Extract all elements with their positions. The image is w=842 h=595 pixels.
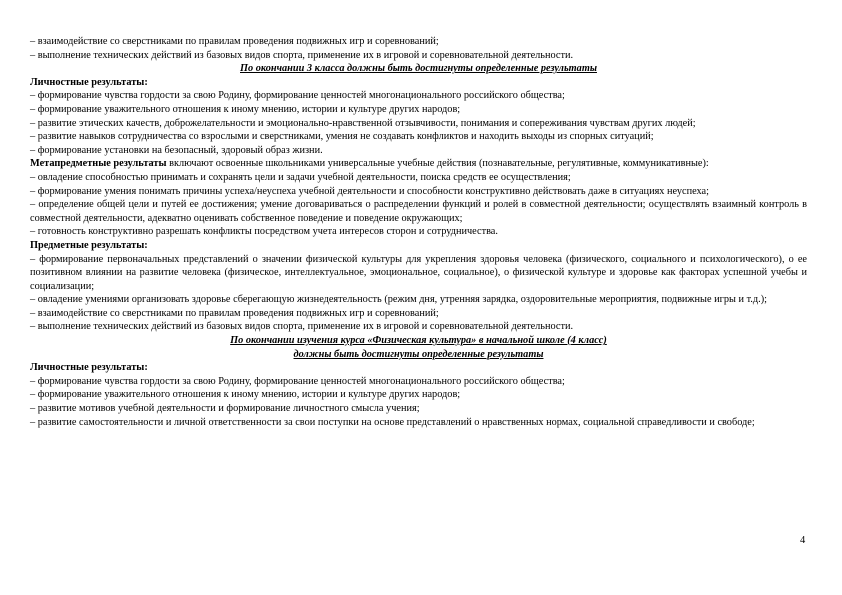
personal-results-heading-2: Личностные результаты: <box>30 362 148 374</box>
text-line: – развитие навыков сотрудничества со взрослыми и сверстниками, умения не создавать конфликтов и находить выходы из спорных ситуаций; <box>30 131 654 143</box>
text-line: – формирование уважительного отношения к иному мнению, истории и культуре других народов; <box>30 103 461 115</box>
text-line: – выполнение технических действий из базовых видов спорта, применение их в игровой и соревновательной деятельности. <box>30 49 574 61</box>
metasubject-text: включают освоенные школьниками универсальные учебные действия (познавательные, регулятивные, коммуникативные): <box>166 158 709 170</box>
text-line: – формирование умения понимать причины успеха/неуспеха учебной деятельности и способности конструктивно действовать даже в ситуациях неуспеха; <box>30 185 709 197</box>
metasubject-heading: Метапредметные результаты <box>30 158 167 170</box>
section-heading-grade-4-line2: должны быть достигнуты определенные результаты <box>293 348 544 360</box>
text-line: – овладение способностью принимать и сохранять цели и задачи учебной деятельности, поиска средств ее осуществления; <box>30 171 571 183</box>
text-line: – формирование чувства гордости за свою Родину, формирование ценностей многонационального российского общества; <box>30 375 565 387</box>
text-line: – формирование первоначальных представлений о значении физической культуры для укрепления здоровья человека (физического, социального и психологического), о ее позитивном влиянии на развитие человека (физическое, интеллектуальное, эмоциональное, социальное), о физической культуре и здоровье как факторах успешной учебы и социализации; <box>30 253 807 292</box>
page-number: 4 <box>800 535 806 546</box>
text-line: – развитие этических качеств, доброжелательности и эмоционально-нравственной отзывчивости, понимания и сопереживания чувствам других людей; <box>30 117 696 129</box>
text-line: – формирование чувства гордости за свою Родину, формирование ценностей многонационального российского общества; <box>30 90 565 102</box>
text-line: – взаимодействие со сверстниками по правилам проведения подвижных игр и соревнований; <box>30 36 439 47</box>
text-line: – развитие мотивов учебной деятельности и формирование личностного смысла учения; <box>30 403 420 415</box>
metasubject-paragraph <box>30 157 807 171</box>
text-line: – готовность конструктивно разрешать конфликты посредством учета интересов сторон и сотрудничества. <box>30 226 498 238</box>
text-line: – выполнение технических действий из базовых видов спорта, применение их в игровой и соревновательной деятельности. <box>30 321 574 333</box>
text-line: – взаимодействие со сверстниками по правилам проведения подвижных игр и соревнований; <box>30 307 439 319</box>
text-line: – определение общей цели и путей ее достижения; умение договариваться о распределении функций и ролей в совместной деятельности; осуществлять взаимный контроль в совместной деятельности, адекватно оценивать собственное поведение и поведение окружающих; <box>30 199 807 224</box>
text-line: – формирование установки на безопасный, здоровый образ жизни. <box>30 144 323 156</box>
subject-results-heading: Предметные результаты: <box>30 239 148 251</box>
section-heading-grade-3: По окончании 3 класса должны быть достигнуты определенные результаты <box>240 63 597 75</box>
text-line: – овладение умениями организовать здоровье сберегающую жизнедеятельность (режим дня, утренняя зарядка, оздоровительные мероприятия, подвижные игры и т.д.); <box>30 294 767 306</box>
section-heading-grade-4-line1: По окончании изучения курса «Физическая культура» в начальной школе (4 класс) <box>230 335 607 347</box>
text-line: – развитие самостоятельности и личной ответственности за свои поступки на основе представлений о нравственных нормах, социальной справедливости и свободе; <box>30 416 755 428</box>
text-line: – формирование уважительного отношения к иному мнению, истории и культуре других народов; <box>30 389 461 401</box>
document-page <box>30 35 807 429</box>
personal-results-heading: Личностные результаты: <box>30 76 148 88</box>
